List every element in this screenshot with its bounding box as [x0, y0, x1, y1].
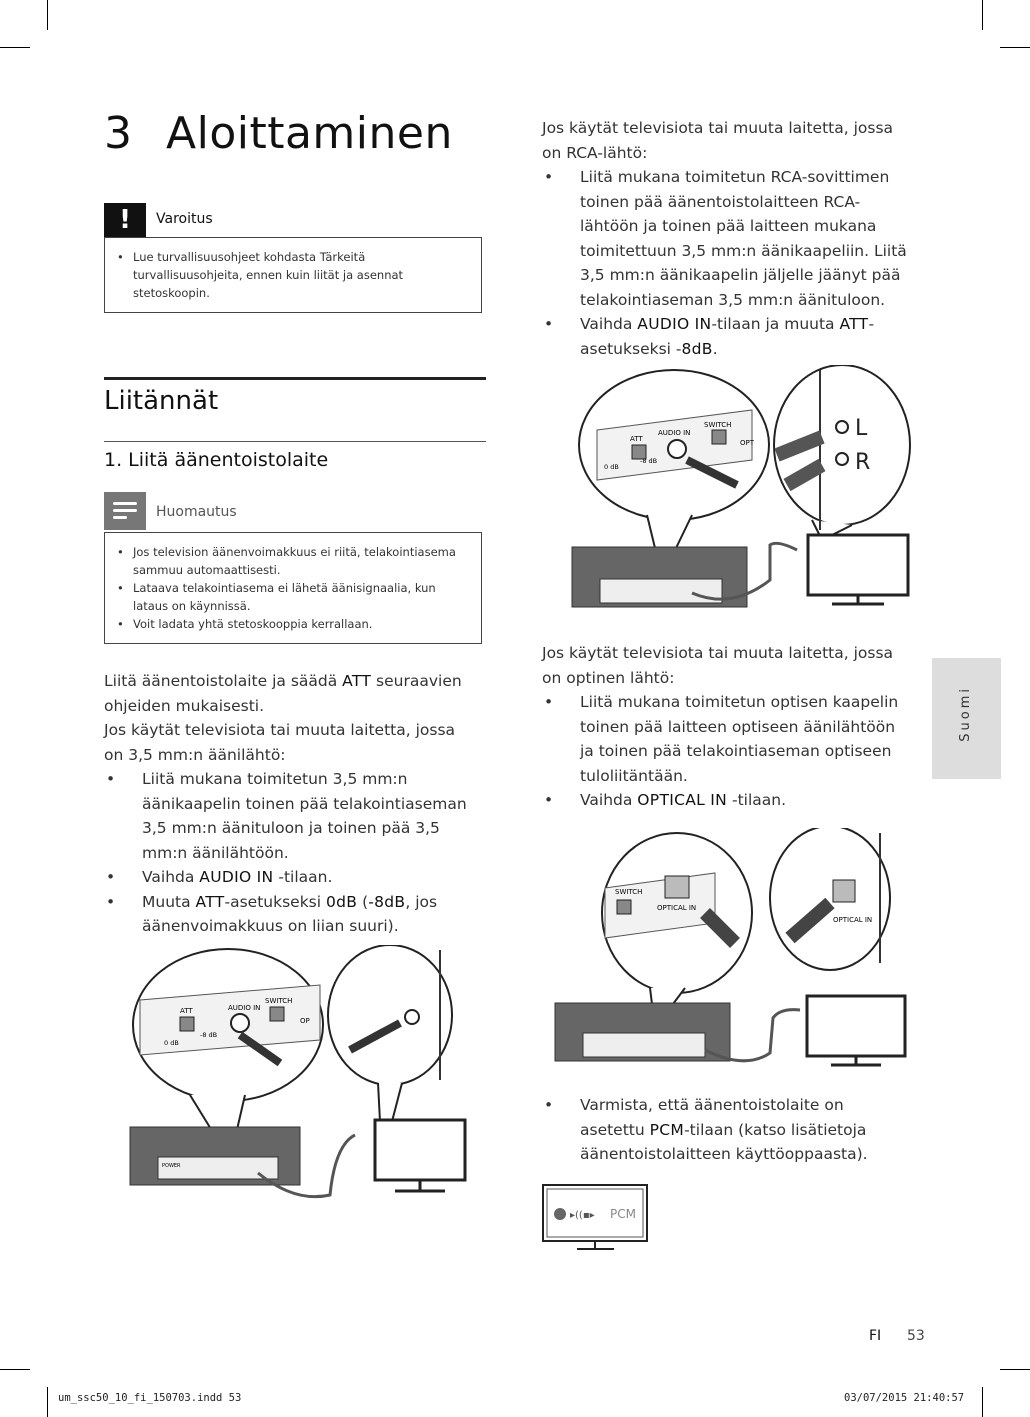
- section-rule: [104, 377, 486, 380]
- list-item: • Liitä mukana toimitetun RCA-sovittimen toinen pää äänentoistolaitteen RCA-lähtöön ja toinen pää laitteen mukana toimitettuun 3,5 mm:n äänikaapeliin. Liitä 3,5 mm:n äänikaapelin jäljelle jäänyt pää telakointiaseman 3,5 mm:n äänituloon.: [542, 165, 912, 312]
- warning-title: Varoitus: [156, 211, 213, 227]
- svg-text:▸((▪▸: ▸((▪▸: [570, 1210, 595, 1221]
- chapter-number: 3: [104, 108, 133, 159]
- list-item: • Varmista, että äänentoistolaite on asetettu PCM-tilaan (katso lisätietoja äänentoistolaitteen käyttöoppaasta).: [542, 1093, 912, 1167]
- note-box: [104, 532, 482, 644]
- note-icon: [104, 492, 146, 530]
- right-body-text-rca: [542, 116, 912, 361]
- list-item: • Liitä mukana toimitetun 3,5 mm:n äänikaapelin toinen pää telakointiaseman 3,5 mm:n äänituloon ja toinen pää 3,5 mm:n äänilähtöön.: [104, 767, 479, 865]
- audio-in-label: AUDIO IN: [658, 429, 691, 437]
- switch-label: SWITCH: [615, 888, 643, 896]
- switch-label: SWITCH: [704, 421, 732, 429]
- list-item: • Liitä mukana toimitetun optisen kaapelin toinen pää laitteen optiseen äänilähtöön ja toinen pää telakointiaseman optiseen tuloliitäntään.: [542, 690, 912, 788]
- crop-mark: [47, 1387, 48, 1417]
- note-item: • Lataava telakointiasema ei lähetä äänisignaalia, kun lataus on käynnissä.: [115, 579, 467, 615]
- op-label: OP: [300, 1017, 310, 1025]
- power-label: POWER: [162, 1163, 181, 1169]
- subsection-title: 1. Liitä äänentoistolaite: [104, 449, 329, 471]
- warning-box: [104, 237, 482, 313]
- language-tab: [932, 658, 1001, 779]
- chapter-title: Aloittaminen: [166, 108, 453, 159]
- subsection-rule: [104, 441, 486, 442]
- left-body-text: [104, 669, 479, 939]
- pcm-tv-icon: [542, 1184, 650, 1254]
- pcm-label: PCM: [610, 1207, 636, 1221]
- rca-case-paragraph: Jos käytät televisiota tai muuta laitetta, jossa on RCA-lähtö:: [542, 119, 894, 162]
- crop-mark: [0, 1369, 30, 1370]
- optical-in-label: OPTICAL IN: [833, 916, 873, 924]
- optical-case-paragraph: Jos käytät televisiota tai muuta laitetta, jossa on optinen lähtö:: [542, 644, 894, 687]
- opt-label: OPT: [740, 439, 755, 447]
- db0-label: 0 dB: [604, 463, 619, 471]
- att-label: ATT: [630, 435, 643, 443]
- db8-label: -8 dB: [200, 1031, 218, 1039]
- slug-file: um_ssc50_10_fi_150703.indd 53: [58, 1392, 242, 1404]
- crop-mark: [47, 0, 48, 30]
- language-tab-label: Suomi: [958, 686, 973, 742]
- att-label: ATT: [180, 1007, 193, 1015]
- l-label: L: [855, 416, 868, 441]
- db8-label: -8 dB: [640, 457, 658, 465]
- section-title: Liitännät: [104, 386, 219, 416]
- note-title: Huomautus: [156, 504, 237, 520]
- crop-mark: [982, 0, 983, 30]
- audio-in-label: AUDIO IN: [228, 1004, 261, 1012]
- db0-label: 0 dB: [164, 1039, 179, 1047]
- list-item: • Vaihda AUDIO IN-tilaan ja muuta ATT-asetukseksi -8dB.: [542, 312, 912, 361]
- crop-mark: [1000, 47, 1030, 48]
- r-label: R: [855, 450, 871, 475]
- list-item: • Muuta ATT-asetukseksi 0dB (-8dB, jos äänenvoimakkuus on liian suuri).: [104, 890, 479, 939]
- crop-mark: [982, 1387, 983, 1417]
- intro-paragraph: Liitä äänentoistolaite ja säädä ATT seuraavien ohjeiden mukaisesti.: [104, 672, 462, 715]
- list-item: • Vaihda AUDIO IN -tilaan.: [104, 865, 479, 890]
- list-item: • Vaihda OPTICAL IN -tilaan.: [542, 788, 912, 813]
- crop-mark: [0, 47, 30, 48]
- optical-diagram: [545, 828, 915, 1078]
- slug-date: 03/07/2015 21:40:57: [844, 1392, 965, 1404]
- footer-language: FI: [869, 1328, 882, 1344]
- switch-label: SWITCH: [265, 997, 293, 1005]
- case-paragraph: Jos käytät televisiota tai muuta laitetta, jossa on 3,5 mm:n äänilähtö:: [104, 721, 456, 764]
- warning-header: [104, 203, 486, 237]
- note-item: • Voit ladata yhtä stetoskooppia kerrallaan.: [115, 615, 467, 633]
- pcm-text: [542, 1093, 912, 1167]
- chapter-heading: [104, 108, 453, 159]
- exclamation-icon: !: [104, 203, 146, 237]
- audio-in-diagram: [120, 945, 500, 1210]
- right-body-text-optical: [542, 641, 912, 813]
- optical-in-label: OPTICAL IN: [657, 904, 697, 912]
- crop-mark: [1000, 1369, 1030, 1370]
- page-number: 53: [907, 1328, 925, 1344]
- rca-diagram: [562, 365, 917, 615]
- note-item: • Jos television äänenvoimakkuus ei riitä, telakointiasema sammuu automaattisesti.: [115, 543, 467, 579]
- warning-item: • Lue turvallisuusohjeet kohdasta Tärkeitä turvallisuusohjeita, ennen kuin liität ja asennat stetoskoopin.: [115, 248, 467, 302]
